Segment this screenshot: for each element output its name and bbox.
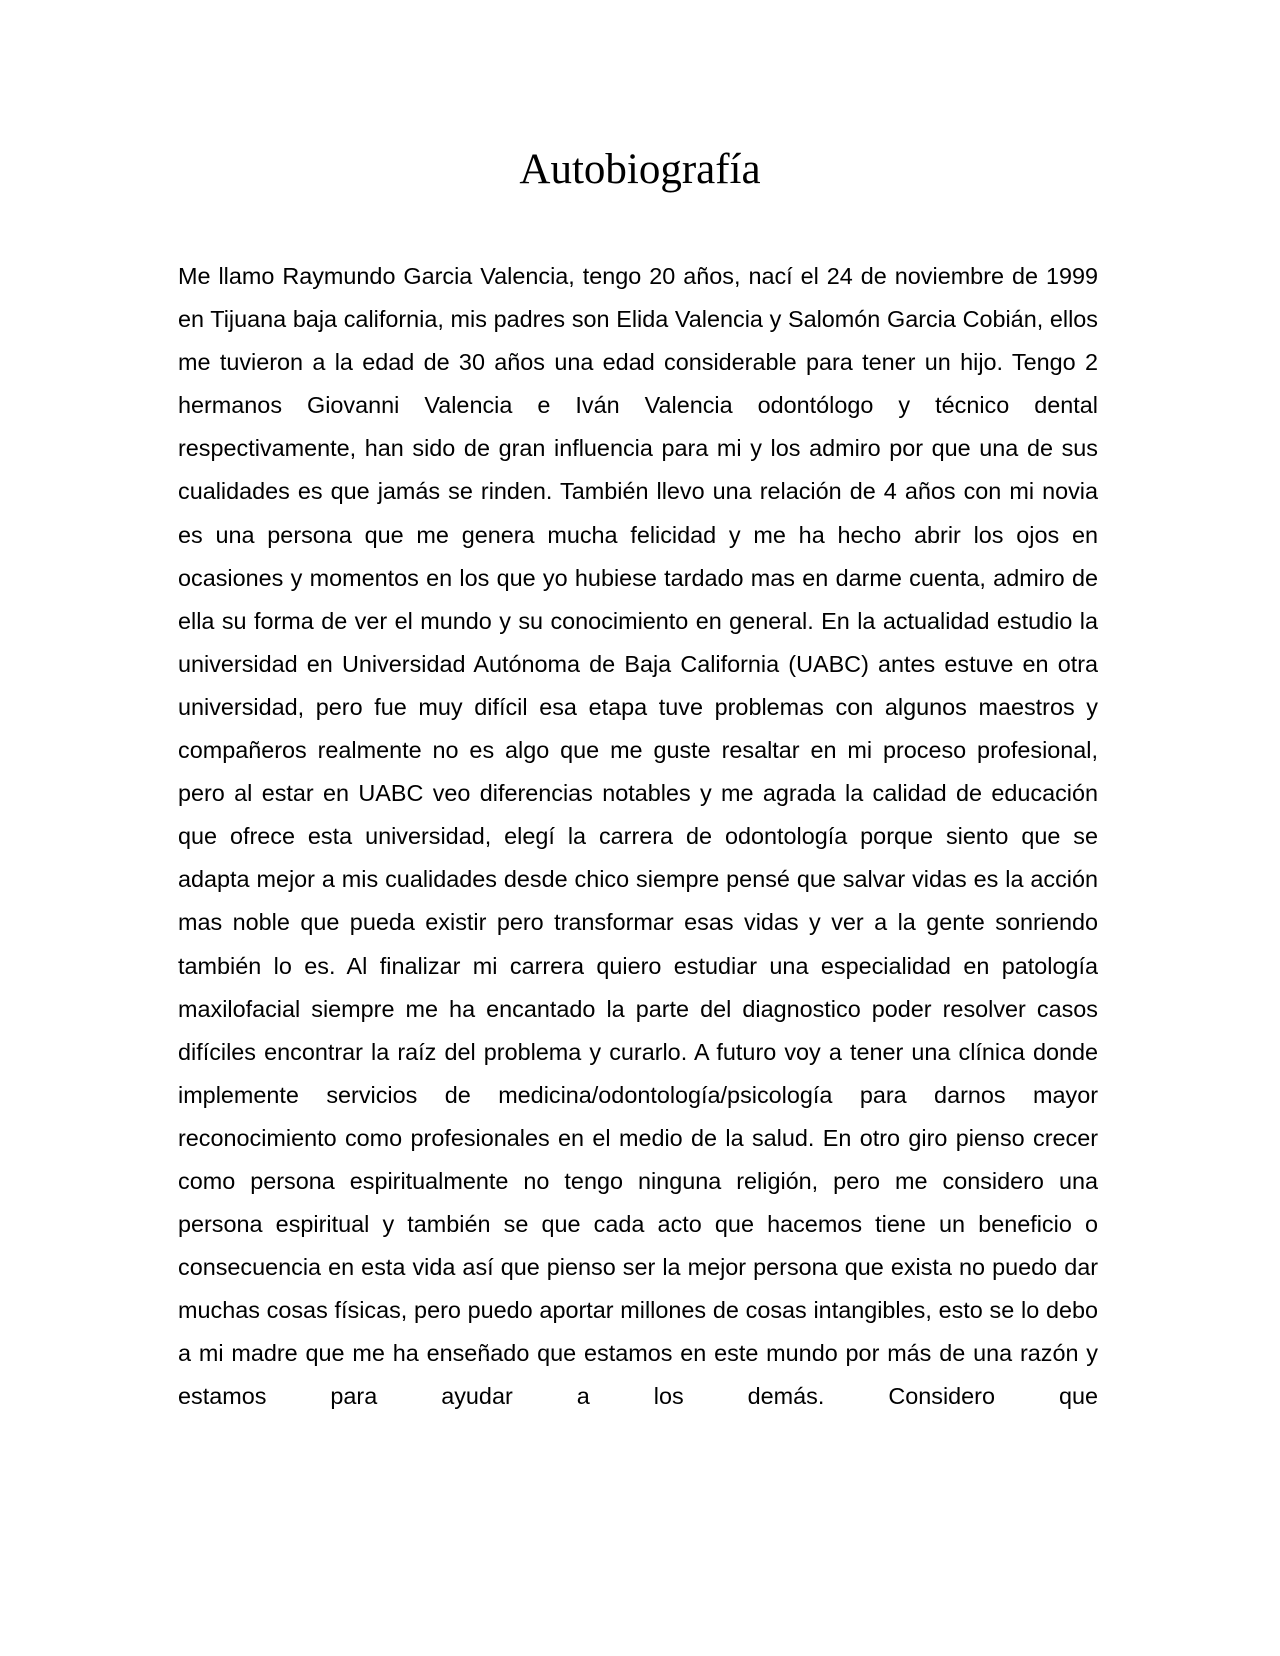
document-title: Autobiografía [519, 146, 761, 193]
document-body-paragraph: Me llamo Raymundo Garcia Valencia, tengo 20 años, nací el 24 de noviembre de 1999 en Tijuana baja california, mis padres son Elida Valencia y Salomón Garcia Cobián, ellos me tuvieron a la edad de 30 años una edad considerable para tener un hijo. Tengo 2 hermanos Giovanni Valencia e Iván Valencia odontólogo y técnico dental respectivamente, han sido de gran influencia para mi y los admiro por que una de sus cualidades es que jamás se rinden. También llevo una relación de 4 años con mi novia es una persona que me genera mucha felicidad y me ha hecho abrir los ojos en ocasiones y momentos en los que yo hubiese tardado mas en darme cuenta, admiro de ella su forma de ver el mundo y su conocimiento en general. En la actualidad estudio la universidad en Universidad Autónoma de Baja California (UABC) antes estuve en otra universidad, pero fue muy difícil esa etapa tuve problemas con algunos maestros y compañeros realmente no es algo que me guste resaltar en mi proceso profesional, pero al estar en UABC veo diferencias notables y me agrada la calidad de educación que ofrece esta universidad, elegí la carrera de odontología porque siento que se adapta mejor a mis cualidades desde chico siempre pensé que salvar vidas es la acción mas noble que pueda existir pero transformar esas vidas y ver a la gente sonriendo también lo es. Al finalizar mi carrera quiero estudiar una especialidad en patología maxilofacial siempre me ha encantado la parte del diagnostico poder resolver casos difíciles encontrar la raíz del problema y curarlo. A futuro voy a tener una clínica donde implemente servicios de medicina/odontología/psicología para darnos mayor reconocimiento como profesionales en el medio de la salud. En otro giro pienso crecer como persona espiritualmente no tengo ninguna religión, pero me considero una persona espiritual y también se que cada acto que hacemos tiene un beneficio o consecuencia en esta vida así que pienso ser la mejor persona que exista no puedo dar muchas cosas físicas, pero puedo aportar millones de cosas intangibles, esto se lo debo a mi madre que me ha enseñado que estamos en este mundo por más de una razón y estamos para ayudar a los demás. Considero que [178, 263, 1098, 1410]
